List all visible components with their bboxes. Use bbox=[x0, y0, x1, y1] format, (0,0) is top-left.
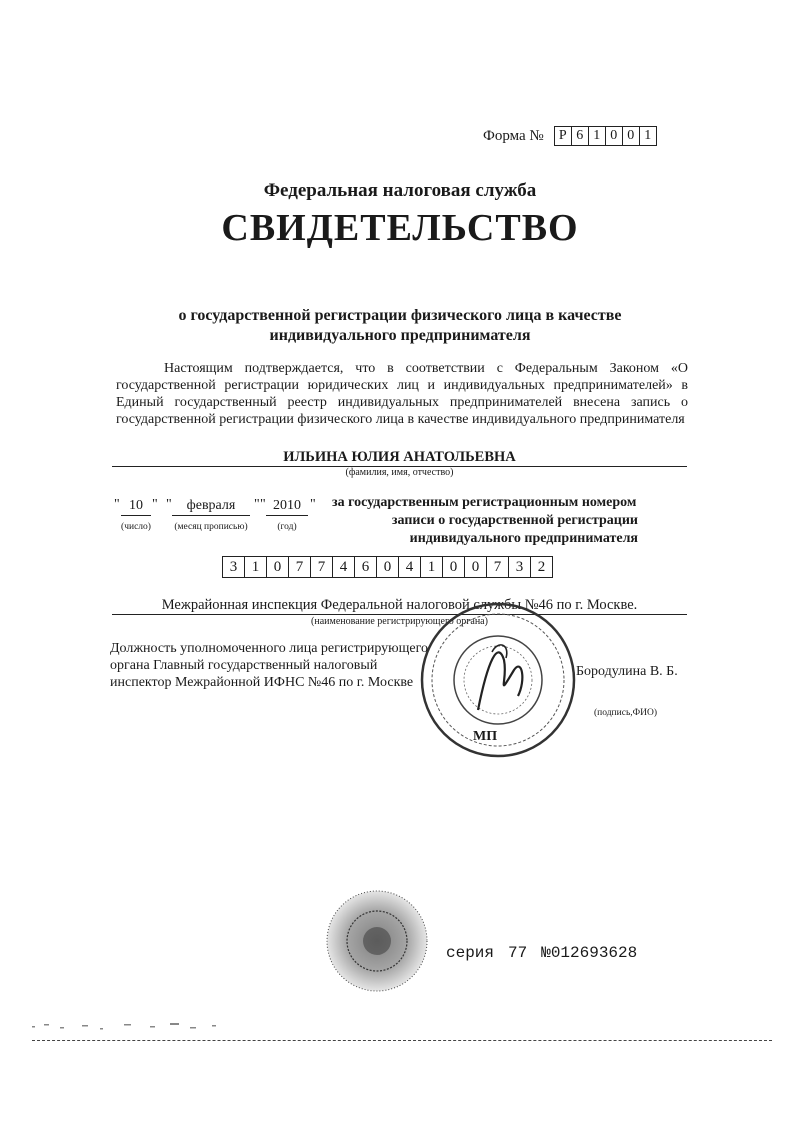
date-year-value: 2010 bbox=[266, 498, 308, 516]
quote-mark: " bbox=[260, 497, 266, 512]
authority-caption: (наименование регистрирующего органа) bbox=[311, 616, 488, 627]
registration-line: записи о государственной регистрации bbox=[391, 513, 638, 528]
form-code-boxes bbox=[554, 126, 657, 146]
registration-digit: 7 bbox=[311, 557, 333, 577]
registration-digit: 4 bbox=[399, 557, 421, 577]
date-month-caption: (месяц прописью) bbox=[174, 522, 248, 532]
quote-mark: " bbox=[114, 497, 120, 512]
registration-digit: 2 bbox=[537, 559, 546, 575]
paragraph-text: Настоящим подтверждается, что в соответствии с Федеральным Законом «О государственной регистрации юридических лиц и индивидуальных предпринимателей» в Единый государственный реестр индивидуальных предпринимателей внесена запись о государственной регистрации физического лица в качестве индивидуального предпринимателя bbox=[116, 361, 688, 427]
form-code-char: 6 bbox=[572, 127, 589, 145]
form-code-char: 0 bbox=[623, 127, 640, 145]
scan-noise-icon bbox=[30, 1018, 280, 1032]
date-day bbox=[121, 498, 151, 532]
date-month-value: февраля bbox=[172, 498, 250, 516]
registration-digit: 3 bbox=[223, 557, 245, 577]
document-subtitle bbox=[120, 306, 680, 346]
quote-mark: " bbox=[310, 497, 316, 512]
confirmation-paragraph bbox=[116, 360, 688, 428]
subtitle-line: о государственной регистрации физического лица в качестве bbox=[178, 307, 622, 324]
date-month bbox=[172, 498, 250, 532]
authority-name: Межрайонная инспекция Федеральной налоговой службы №46 по г. Москве. bbox=[112, 596, 687, 615]
registration-digit: 0 bbox=[465, 557, 487, 577]
blank-series bbox=[446, 944, 637, 962]
registration-digit: 7 bbox=[487, 557, 509, 577]
form-code-char: 1 bbox=[644, 128, 652, 143]
signer-name: Бородулина В. Б. bbox=[576, 664, 678, 679]
registration-digit: 1 bbox=[421, 557, 443, 577]
quote-mark: " bbox=[254, 497, 260, 512]
registration-digit: 7 bbox=[289, 557, 311, 577]
registration-digit: 3 bbox=[509, 557, 531, 577]
form-code-char: 1 bbox=[589, 127, 606, 145]
agency-name: Федеральная налоговая служба bbox=[263, 180, 537, 201]
form-number bbox=[483, 126, 657, 146]
date-day-value: 10 bbox=[121, 498, 151, 516]
quote-mark: " bbox=[166, 497, 172, 512]
registration-line: за государственным регистрационным номером bbox=[332, 495, 637, 510]
stamp-place-label: МП bbox=[473, 729, 498, 744]
signature-caption: (подпись,ФИО) bbox=[594, 708, 658, 718]
registration-digit: 0 bbox=[443, 557, 465, 577]
date-day-caption: (число) bbox=[121, 522, 151, 532]
form-code-char: 0 bbox=[606, 127, 623, 145]
person-name: ИЛЬИНА ЮЛИЯ АНАТОЛЬЕВНА bbox=[112, 449, 687, 467]
subtitle-line: индивидуального предпринимателя bbox=[269, 327, 531, 344]
series-number: 77 bbox=[508, 944, 528, 962]
registration-digit: 1 bbox=[245, 557, 267, 577]
emblem-seal-icon bbox=[322, 886, 432, 996]
document-title: СВИДЕТЕЛЬСТВО bbox=[221, 207, 579, 249]
registration-text bbox=[332, 494, 638, 548]
quote-mark: " bbox=[152, 497, 158, 512]
registration-line: индивидуального предпринимателя bbox=[409, 531, 638, 546]
blank-number: №012693628 bbox=[541, 944, 638, 962]
form-code-char: Р bbox=[555, 127, 572, 145]
form-label: Форма № bbox=[483, 127, 544, 144]
date-year bbox=[266, 498, 308, 532]
registration-digit: 0 bbox=[267, 557, 289, 577]
date-year-caption: (год) bbox=[277, 522, 297, 532]
registration-digit: 6 bbox=[355, 557, 377, 577]
series-label: серия bbox=[446, 944, 495, 962]
registration-digit: 4 bbox=[333, 557, 355, 577]
bottom-divider bbox=[32, 1040, 772, 1041]
round-stamp-icon bbox=[418, 600, 578, 760]
person-name-caption: (фамилия, имя, отчество) bbox=[345, 467, 454, 478]
registration-number-boxes bbox=[222, 556, 553, 578]
registration-digit: 0 bbox=[377, 557, 399, 577]
official-position: Должность уполномоченного лица регистрирующего органа Главный государственный налоговый инспектор Межрайонной ИФНС №46 по г. Москве bbox=[110, 641, 429, 690]
